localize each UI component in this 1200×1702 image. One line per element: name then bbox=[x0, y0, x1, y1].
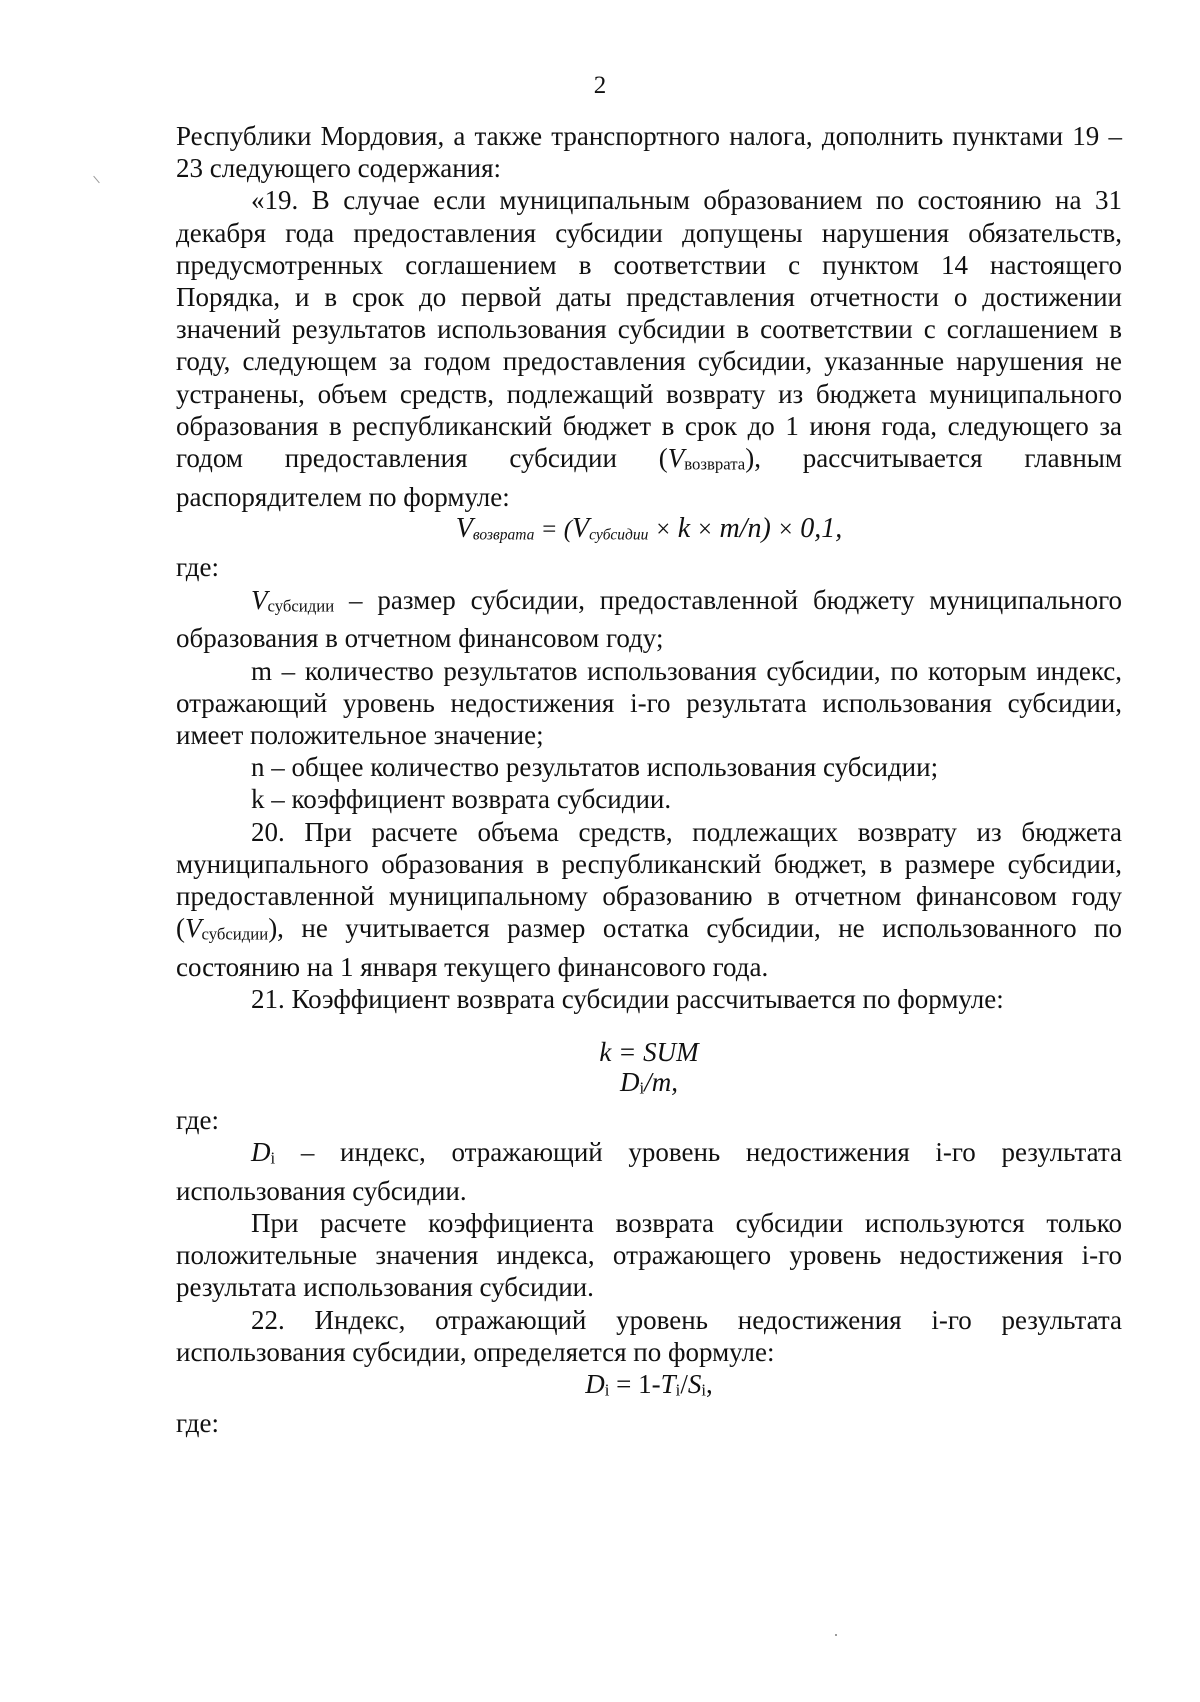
document-body bbox=[176, 120, 1122, 1439]
paragraph-19 bbox=[176, 184, 1122, 513]
var-v-return-subscript: возврата bbox=[684, 454, 746, 474]
formula1-v-subsidy-subscript: субсидии bbox=[589, 526, 649, 544]
where2-item-d bbox=[176, 1136, 1122, 1207]
formula1-coefficient: 0,1, bbox=[800, 512, 843, 544]
formula1-equals: = ( bbox=[534, 515, 573, 543]
where-label-3: где: bbox=[176, 1407, 219, 1438]
where-label-2: где: bbox=[176, 1104, 219, 1135]
where1-item-k: k – коэффициент возврата субсидии. bbox=[251, 784, 672, 815]
formula-d bbox=[176, 1368, 1122, 1407]
formula2-d: D bbox=[620, 1067, 640, 1098]
formula3-end: , bbox=[705, 1368, 713, 1399]
where1-var-v: V bbox=[251, 584, 268, 615]
scan-artifact-left bbox=[93, 176, 100, 184]
formula1-times-2: × bbox=[690, 515, 720, 543]
where2-item-text: – индекс, отражающий уровень недостижения i-го результата использования субсидии. bbox=[176, 1137, 1122, 1206]
where1-var-v-subscript: субсидии bbox=[267, 596, 335, 616]
paragraph-20 bbox=[176, 816, 1122, 984]
paragraph-21: 21. Коэффициент возврата субсидии рассчитывается по формуле: bbox=[251, 984, 1004, 1015]
paragraph-20-tail: ), не учитывается размер остатка субсидии, не использованного по состоянию на 1 января текущего финансового года. bbox=[176, 913, 1122, 982]
page-number: 2 bbox=[593, 72, 607, 99]
formula3-d-subscript: i bbox=[604, 1380, 610, 1400]
where1-item-v-subsidy bbox=[176, 584, 1122, 655]
note-paragraph: При расчете коэффициента возврата субсидии используются только положительные значения индекса, отражающего уровень недостижения i-го результата использования субсидии. bbox=[176, 1207, 1122, 1303]
formula3-d: D bbox=[585, 1368, 605, 1399]
formula1-v-subscript: возврата bbox=[472, 526, 535, 544]
formula1-times-1: × bbox=[648, 515, 678, 543]
where2-var-d-subscript: i bbox=[270, 1148, 276, 1168]
formula1-times-3: × bbox=[770, 515, 801, 543]
formula3-s-subscript: i bbox=[701, 1380, 706, 1400]
formula1-k: k bbox=[677, 512, 691, 544]
intro-paragraph: Республики Мордовия, а также транспортного налога, дополнить пунктами 19 – 23 следующего содержания: bbox=[176, 121, 1122, 184]
formula3-equals: = 1- bbox=[609, 1368, 661, 1399]
formula2-d-subscript: i bbox=[639, 1078, 645, 1098]
paragraph-20-text: 20. При расчете объема средств, подлежащих возврату из бюджета муниципального образования в республиканский бюджет, в размере субсидии, предоставленной муниципальному образованию в отчетном финансовом году ( bbox=[176, 816, 1122, 944]
formula3-s: S bbox=[687, 1368, 702, 1399]
where2-var-d: D bbox=[251, 1137, 271, 1167]
formula2-line-1: k = SUM bbox=[599, 1037, 699, 1068]
paragraph-19-text: «19. В случае если муниципальным образованием по состоянию на 31 декабря года предоставления субсидии допущены нарушения обязательств, предусмотренных соглашением в соответствии с пунктом 14 настоящего Порядка, и в срок до первой даты представления отчетности о достижении значений результатов использования субсидии в соответствии с соглашением в году, следующем за годом предоставления субсидии, указанные нарушения не устранены, объем средств, подлежащий возврату из бюджета муниципального образования в республиканский бюджет в срок до 1 июня года, следующего за годом предоставления субсидии ( bbox=[176, 185, 1122, 474]
where1-item-m: m – количество результатов использования субсидии, по которым индекс, отражающий уровень недостижения i-го результата использования субсидии, имеет положительное значение; bbox=[176, 655, 1122, 750]
formula2-line-2 bbox=[176, 1067, 1122, 1104]
paragraph-20-var-v: V bbox=[185, 913, 202, 944]
formula-k bbox=[176, 1037, 1122, 1104]
paragraph-19-tail: ), рассчитывается главным распорядителем по формуле: bbox=[176, 443, 1122, 512]
formula-v-return bbox=[176, 513, 1122, 552]
formula3-t: T bbox=[660, 1368, 676, 1399]
formula1-v: V bbox=[455, 512, 473, 544]
paragraph-22: 22. Индекс, отражающий уровень недостижения i-го результата использования субсидии, определяется по формуле: bbox=[176, 1304, 1122, 1367]
where1-item-0-text: – размер субсидии, предоставленной бюджету муниципального образования в отчетном финансовом году; bbox=[176, 584, 1122, 654]
formula3-slash: / bbox=[680, 1368, 688, 1399]
paragraph-20-var-v-subscript: субсидии bbox=[201, 924, 269, 944]
scan-artifact-bottom bbox=[835, 1634, 837, 1636]
var-v-return: V bbox=[667, 443, 685, 474]
formula1-v-subsidy: V bbox=[572, 512, 590, 544]
where1-item-n: n – общее количество результатов использования субсидии; bbox=[251, 752, 939, 783]
formula1-m-over-n: m/n) bbox=[719, 512, 771, 544]
formula3-t-subscript: i bbox=[675, 1380, 681, 1400]
where-label-1: где: bbox=[176, 552, 219, 583]
formula2-rest: /m, bbox=[644, 1067, 678, 1098]
